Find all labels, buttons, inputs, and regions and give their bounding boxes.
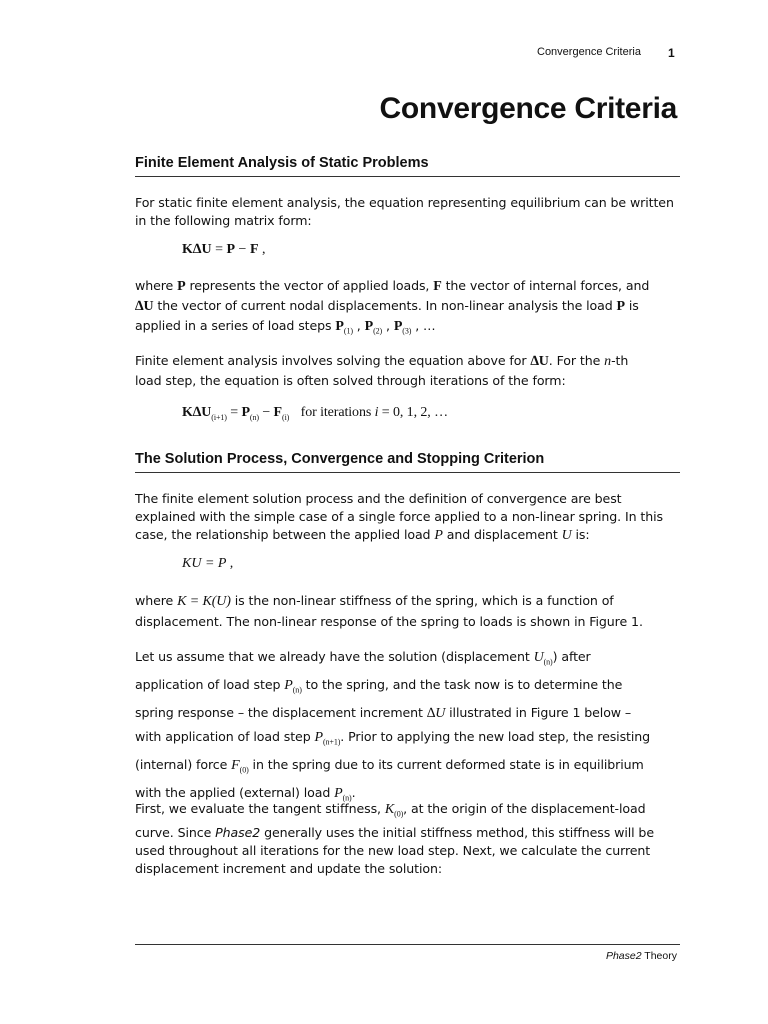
equation-spring: KU = P , [182,556,234,571]
section-heading-solution: The Solution Process, Convergence and Stopping Criterion [135,451,680,473]
running-header: Convergence Criteria [537,46,641,58]
footer-divider [135,944,680,945]
footer-label: Phase2 Theory [605,950,677,962]
paragraph-definitions: where P represents the vector of applied loads, F the vector of internal forces, and ∆U the vector of current nodal displacements. In non-linear analysis the load P is applied in a series of load steps $P_{(1)}$ , $P_{(2)}$ , $P_{(3)}$ , … [135,278,650,336]
page-title: Convergence Criteria [379,92,677,125]
equation-iteration: $K\Delta U_{(i+1)} = P_{(n)} - F_{(i)}$ for iterations i = 0, 1, 2, … [182,405,448,422]
equation-equilibrium: K∆U = P − F , [182,242,266,257]
paragraph-stiffness: where K = K(U) is the non-linear stiffness of the spring, which is a function of displacement. The non-linear response of the spring to loads is shown in Figure 1. [135,593,643,629]
section-heading-static: Finite Element Analysis of Static Problems [135,155,680,177]
paragraph-solution-assumption: Let us assume that we already have the solution (displacement $U_{(n)}$) after application of load step $P_{(n)}$ to the spring, and the task now is to determine the spring response – the displacement increment ∆U illustrated in Figure 1 below – with application of load step $P_{(n+1)}$. Prior to applying the new load step, the resisting (internal) force $F_{(0)}$ in the spring due to its current deformed state is in equilibrium with the applied (external) load $P_{(n)}$. [135,649,651,803]
paragraph-iterations: Finite element analysis involves solving the equation above for ∆U. For the n-th load step, the equation is often solved through iterations of the form: [135,353,629,388]
page-number: 1 [668,46,675,60]
paragraph-spring: The finite element solution process and the definition of convergence are best explained with the simple case of a single force applied to a non-linear spring. In this case, the relationship between the applied load P and displacement U is: [135,491,663,543]
paragraph-intro: For static finite element analysis, the equation representing equilibrium can be written in the following matrix form: [135,195,674,228]
paragraph-tangent-stiffness: First, we evaluate the tangent stiffness, $K_{(0)}$, at the origin of the displacement-load curve. Since Phase2 generally uses the initial stiffness method, this stiffness will be used throughout all iterations for the new load step. Next, we calculate the current displacement increment and update the solution: [135,801,654,876]
